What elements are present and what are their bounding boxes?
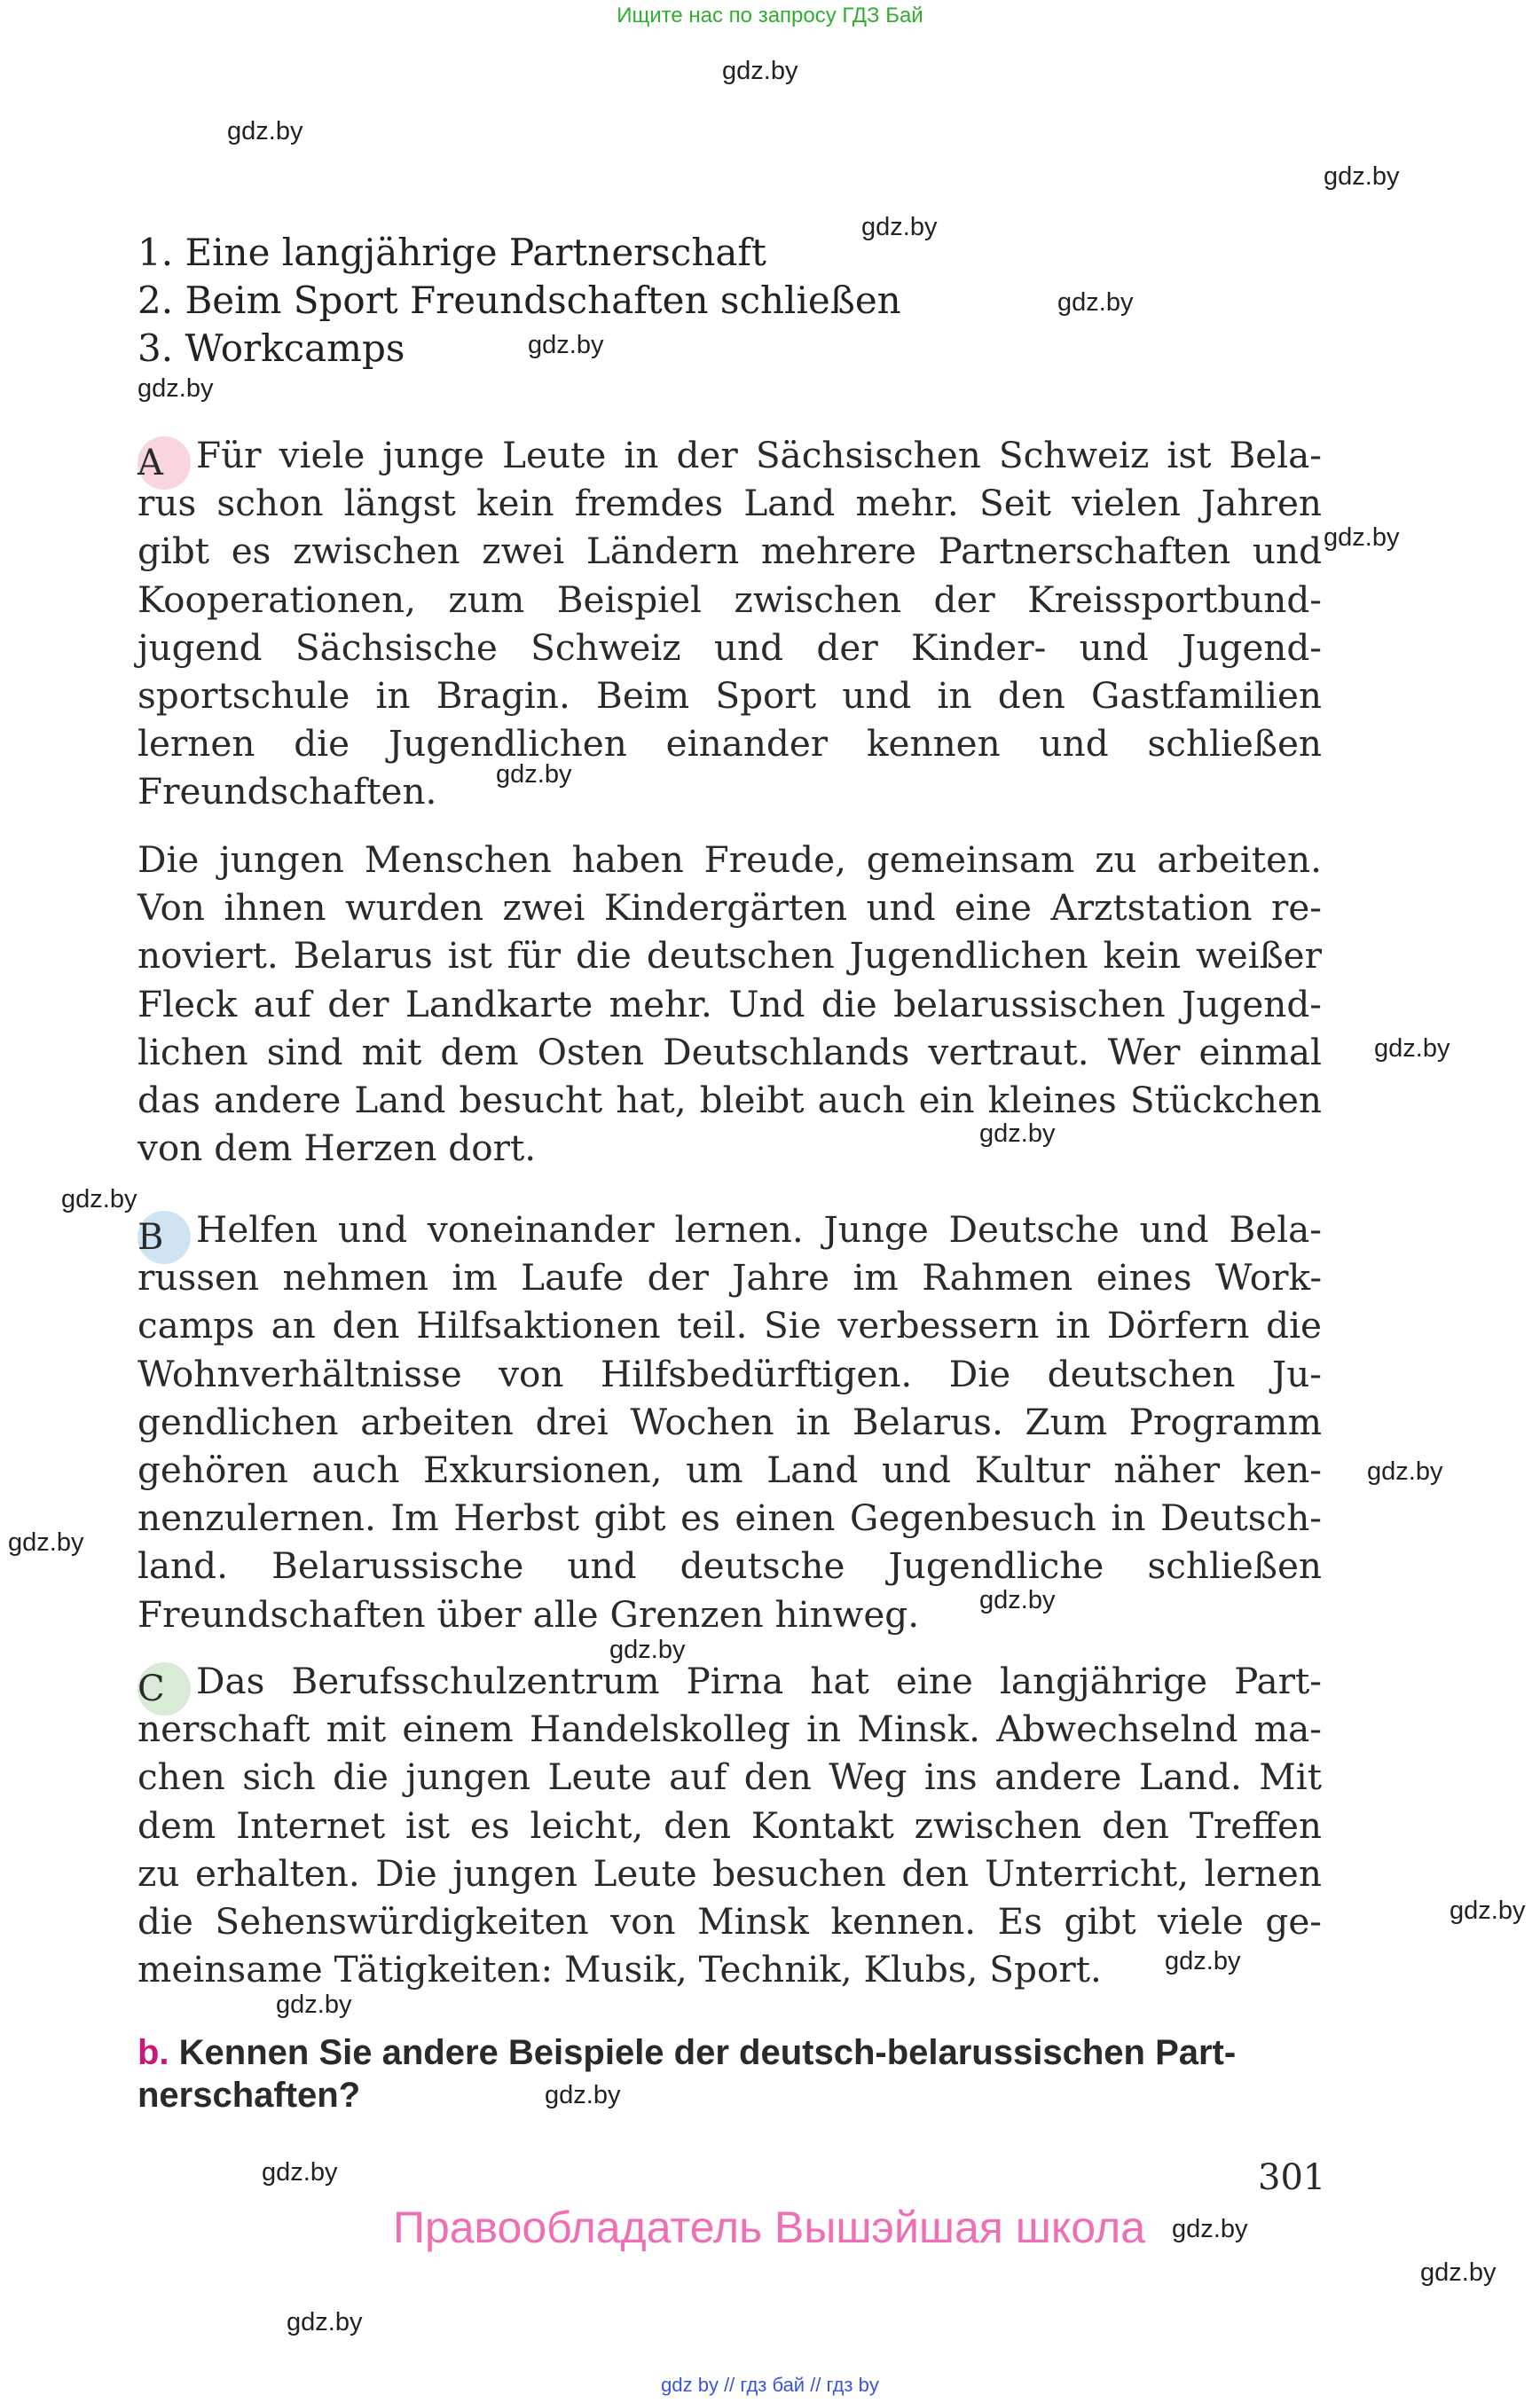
- text-line: meinsame Tätigkeiten: Musik, Technik, Klubs, Sport.: [138, 1948, 1102, 1991]
- toc-list: [138, 229, 901, 373]
- watermark: gdz.by: [1420, 2258, 1497, 2287]
- toc-item: [138, 325, 901, 373]
- section-a-paragraph-2: [138, 836, 1322, 1172]
- toc-item-title: Beim Sport Freundschaften schließen: [185, 279, 901, 322]
- section-c-badge: C: [138, 1662, 191, 1716]
- text-line: dem Internet ist es leicht, den Kontakt zwischen den Treffen: [138, 1803, 1322, 1847]
- text-line: gendlichen arbeiten drei Wochen in Belarus. Zum Programm: [138, 1400, 1322, 1443]
- page-number: 301: [1258, 2157, 1326, 2198]
- watermark: gdz.by: [1367, 1457, 1443, 1486]
- text-line: sportschule in Bragin. Beim Sport und in den Gastfamilien: [138, 673, 1322, 717]
- toc-item-number: 1.: [138, 231, 174, 274]
- watermark: gdz.by: [138, 374, 214, 403]
- toc-item-number: 3.: [138, 326, 174, 370]
- watermark: gdz.by: [496, 760, 572, 789]
- text-line: Die jungen Menschen haben Freude, gemeinsam zu arbeiten.: [138, 838, 1322, 881]
- text-line: [138, 1205, 1322, 1258]
- header-search-hint: Ищите нас по запросу ГДЗ Бай: [617, 4, 923, 27]
- watermark: gdz.by: [61, 1185, 138, 1213]
- text-line: lichen sind mit dem Osten Deutschlands vertraut. Wer einmal: [138, 1030, 1322, 1073]
- text-line-content: Das Berufsschulzentrum Pirna hat eine langjährige Part-: [196, 1660, 1322, 1702]
- section-a-paragraph: [138, 431, 1322, 816]
- task-question: [138, 2031, 1326, 2116]
- watermark: gdz.by: [1057, 288, 1134, 317]
- section-b-badge: B: [138, 1211, 191, 1264]
- text-line-content: Helfen und voneinander lernen. Junge Deutsche und Bela-: [196, 1208, 1322, 1251]
- text-line: das andere Land besucht hat, bleibt auch ein kleines Stückchen: [138, 1078, 1322, 1121]
- task-line-content: Kennen Sie andere Beispiele der deutsch-belarussischen Part-: [178, 2033, 1237, 2072]
- text-line: land. Belarussische und deutsche Jugendliche schließen: [138, 1544, 1322, 1588]
- watermark: gdz.by: [861, 213, 938, 241]
- text-line: nenzulernen. Im Herbst gibt es einen Gegenbesuch in Deutsch-: [138, 1496, 1322, 1540]
- toc-item-number: 2.: [138, 279, 174, 322]
- watermark: gdz.by: [1450, 1896, 1526, 1925]
- toc-item-title: Eine langjährige Partnerschaft: [185, 231, 766, 274]
- text-line: jugend Sächsische Schweiz und der Kinder- und Jugend-: [138, 625, 1322, 669]
- watermark: gdz.by: [979, 1586, 1056, 1614]
- text-line: Von ihnen wurden zwei Kindergärten und eine Arztstation re-: [138, 886, 1322, 930]
- copyright-notice: Правообладатель Вышэйшая школа: [393, 2203, 1145, 2252]
- text-line: rus schon längst kein fremdes Land mehr. Seit vielen Jahren: [138, 482, 1322, 525]
- text-line: von dem Herzen dort.: [138, 1127, 537, 1170]
- watermark: gdz.by: [979, 1119, 1056, 1148]
- text-line: Wohnverhältnisse von Hilfsbedürftigen. Die deutschen Ju-: [138, 1352, 1322, 1395]
- toc-item-title: Workcamps: [185, 326, 405, 370]
- task-line: nerschaften?: [138, 2076, 361, 2115]
- watermark: gdz.by: [227, 117, 303, 145]
- text-line: Kooperationen, zum Beispiel zwischen der Kreissportbund-: [138, 577, 1322, 621]
- watermark: gdz.by: [1165, 1947, 1241, 1975]
- text-line: zu erhalten. Die jungen Leute besuchen den Unterricht, lernen: [138, 1851, 1322, 1895]
- text-line: [138, 1657, 1322, 1709]
- watermark: gdz.by: [609, 1636, 686, 1664]
- text-line: die Sehenswürdigkeiten von Minsk kennen. Es gibt viele ge-: [138, 1899, 1322, 1943]
- text-line: gehören auch Exkursionen, um Land und Kultur näher ken-: [138, 1448, 1322, 1491]
- watermark: gdz.by: [262, 2158, 338, 2187]
- toc-item: [138, 277, 901, 325]
- text-line: lernen die Jugendlichen einander kennen und schließen: [138, 722, 1322, 766]
- text-line: Freundschaften über alle Grenzen hinweg.: [138, 1592, 920, 1636]
- text-line: chen sich die jungen Leute auf den Weg ins andere Land. Mit: [138, 1755, 1322, 1799]
- text-line: Freundschaften.: [138, 770, 437, 813]
- text-line: Fleck auf der Landkarte mehr. Und die belarussischen Jugend-: [138, 982, 1322, 1025]
- text-line-content: Für viele junge Leute in der Sächsischen Schweiz ist Bela-: [196, 434, 1322, 476]
- text-line: nerschaft mit einem Handelskolleg in Minsk. Abwechselnd ma-: [138, 1708, 1322, 1751]
- watermark: gdz.by: [1374, 1034, 1450, 1063]
- text-line: camps an den Hilfsaktionen teil. Sie verbessern in Dörfern die: [138, 1304, 1322, 1347]
- task-line: [138, 2031, 1326, 2074]
- text-line: noviert. Belarus ist für die deutschen Jugendlichen kein weißer: [138, 934, 1322, 978]
- task-letter: b.: [138, 2033, 169, 2072]
- footer-links[interactable]: gdz by // гдз бай // гдз by: [661, 2374, 879, 2396]
- watermark: gdz.by: [1324, 162, 1400, 191]
- watermark: gdz.by: [545, 2081, 621, 2109]
- watermark: gdz.by: [722, 57, 798, 85]
- watermark: gdz.by: [276, 1991, 352, 2019]
- text-line: gibt es zwischen zwei Ländern mehrere Partnerschaften und: [138, 530, 1322, 573]
- text-line: russen nehmen im Laufe der Jahre im Rahmen eines Work-: [138, 1256, 1322, 1300]
- section-c-paragraph: [138, 1657, 1322, 1993]
- watermark: gdz.by: [1172, 2215, 1248, 2243]
- watermark: gdz.by: [528, 331, 604, 359]
- watermark: gdz.by: [287, 2308, 363, 2336]
- section-a-badge: A: [138, 436, 191, 490]
- section-b-paragraph: [138, 1205, 1322, 1638]
- toc-item: [138, 229, 901, 277]
- watermark: gdz.by: [8, 1528, 84, 1557]
- watermark: gdz.by: [1324, 523, 1400, 552]
- text-line: [138, 431, 1322, 483]
